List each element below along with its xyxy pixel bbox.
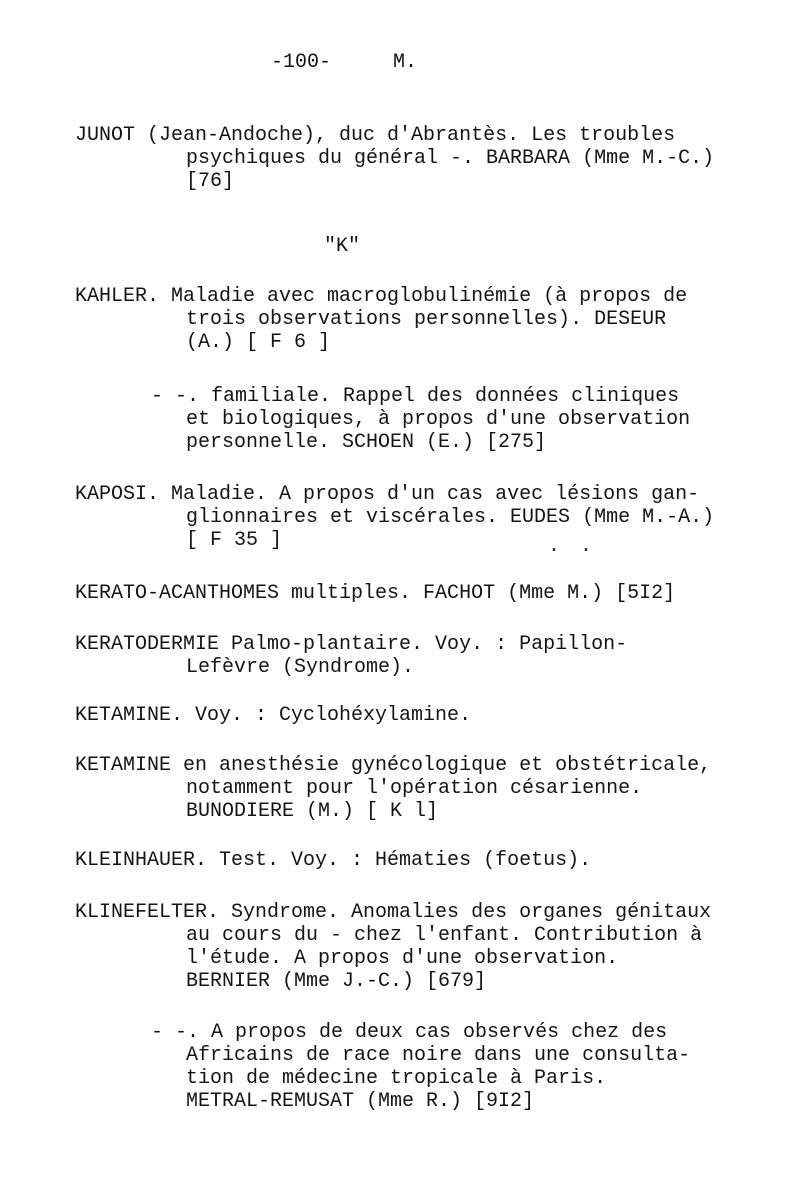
index-entry <box>75 582 675 605</box>
index-entry <box>75 704 471 727</box>
entry-line: KETAMINE. Voy. : Cyclohéxylamine. <box>75 704 472 727</box>
entry-line: (A.) [ F 6 ] <box>186 331 331 354</box>
index-entry <box>75 483 714 552</box>
entry-line: tion de médecine tropicale à Paris. <box>186 1067 607 1090</box>
entry-line: glionnaires et viscérales. EUDES (Mme M.-A.) <box>186 506 715 529</box>
entry-line: notamment pour l'opération césarienne. <box>186 777 643 800</box>
section-letter-header: M. <box>393 51 418 74</box>
entry-line: l'étude. A propos d'une observation. <box>186 947 619 970</box>
stray-marks: . . <box>548 535 597 558</box>
entry-line: BUNODIERE (M.) [ K l] <box>186 800 439 823</box>
entry-line: KETAMINE en anesthésie gynécologique et obstétricale, <box>75 754 712 777</box>
section-heading: "K" <box>324 235 361 258</box>
index-entry <box>151 1021 690 1113</box>
entry-line: [76] <box>186 170 235 193</box>
page-number: -100- <box>271 51 332 74</box>
index-entry <box>75 849 591 872</box>
entry-line: KERATODERMIE Palmo-plantaire. Voy. : Papillon- <box>75 633 628 656</box>
index-entry <box>151 385 690 454</box>
entry-line: et biologiques, à propos d'une observation <box>186 408 691 431</box>
index-entry <box>75 633 627 679</box>
entry-line: KAPOSI. Maladie. A propos d'un cas avec lésions gan- <box>75 483 700 506</box>
entry-line: trois observations personnelles). DESEUR <box>186 308 667 331</box>
entry-line: KLEINHAUER. Test. Voy. : Hématies (foetus). <box>75 849 592 872</box>
entry-line: Africains de race noire dans une consulta- <box>186 1044 691 1067</box>
index-entry <box>75 901 711 993</box>
entry-line: JUNOT (Jean-Andoche), duc d'Abrantès. Les troubles <box>75 124 676 147</box>
entry-line: Lefèvre (Syndrome). <box>186 656 415 679</box>
entry-line: au cours du - chez l'enfant. Contribution à <box>186 924 703 947</box>
index-entry <box>75 124 714 193</box>
entry-line: METRAL-REMUSAT (Mme R.) [9I2] <box>186 1090 535 1113</box>
index-entry <box>75 285 687 354</box>
entry-line: KLINEFELTER. Syndrome. Anomalies des organes génitaux <box>75 901 712 924</box>
entry-line: - -. A propos de deux cas observés chez des <box>151 1021 668 1044</box>
entry-line: BERNIER (Mme J.-C.) [679] <box>186 970 487 993</box>
index-entry <box>75 754 711 823</box>
entry-line: psychiques du général -. BARBARA (Mme M.-C.) <box>186 147 715 170</box>
entry-line: - -. familiale. Rappel des données cliniques <box>151 385 680 408</box>
entry-line: personnelle. SCHOEN (E.) [275] <box>186 431 547 454</box>
entry-line: KERATO-ACANTHOMES multiples. FACHOT (Mme M.) [5I2] <box>75 582 676 605</box>
entry-line: [ F 35 ] <box>186 529 283 552</box>
entry-line: KAHLER. Maladie avec macroglobulinémie (à propos de <box>75 285 688 308</box>
page-header <box>0 51 800 81</box>
